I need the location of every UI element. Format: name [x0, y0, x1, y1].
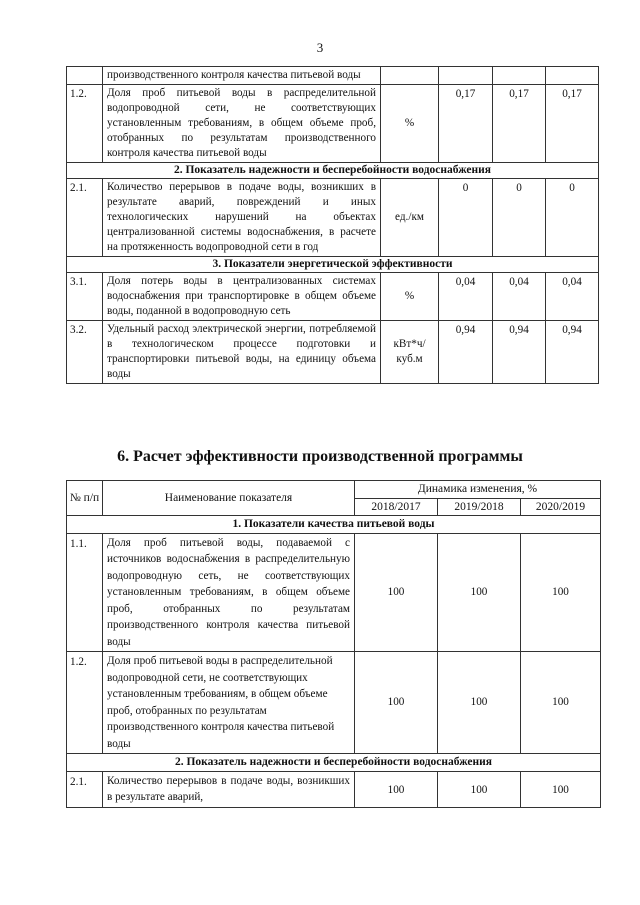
value-cell: 0,17 — [546, 85, 599, 163]
section-heading: 3. Показатели энергетической эффективности — [67, 257, 599, 273]
unit-cell: % — [381, 85, 439, 163]
value-cell: 100 — [438, 652, 521, 754]
number-header: № п/п — [67, 481, 103, 516]
value-cell: 100 — [521, 533, 601, 652]
row-number-cell: 1.2. — [67, 652, 103, 754]
value-cell: 0,04 — [546, 273, 599, 321]
indicator-name-cell: Доля проб питьевой воды в распределительной водопроводной сети, не соответствующих установленным требованиям, в общем объеме проб, отобранных по результатам производственного контроля качества питьевой воды — [103, 652, 355, 754]
value-cell: 0,04 — [493, 273, 546, 321]
indicator-name-cell: Доля проб питьевой воды в распределительной водопроводной сети, не соответствующих установленным требованиям, в общем объеме проб, отобранных по результатам производственного контроля качества питьевой воды — [103, 85, 381, 163]
dynamics-header: Динамика изменения, % — [355, 481, 601, 499]
value-cell — [493, 67, 546, 85]
value-cell: 100 — [355, 652, 438, 754]
value-cell: 100 — [355, 533, 438, 652]
row-number-cell — [67, 67, 103, 85]
table-row — [67, 652, 601, 754]
section-title: 6. Расчет эффективности производственной программы — [117, 448, 523, 465]
row-number-cell: 3.2. — [67, 321, 103, 384]
row-number-cell: 2.1. — [67, 771, 103, 807]
table-row — [67, 67, 599, 85]
indicator-name-cell: производственного контроля качества питьевой воды — [103, 67, 381, 85]
section-heading: 1. Показатели качества питьевой воды — [67, 516, 601, 534]
value-cell: 0,17 — [493, 85, 546, 163]
section-heading-row — [67, 754, 601, 772]
indicator-name-cell: Количество перерывов в подаче воды, возникших в результате аварий, повреждений и иных технологических нарушений на объектах централизованной системы водоснабжения, в расчете на протяженность водопроводной сети в год — [103, 179, 381, 257]
period-header: 2018/2017 — [355, 498, 438, 516]
row-number-cell: 1.1. — [67, 533, 103, 652]
row-number-cell: 3.1. — [67, 273, 103, 321]
unit-cell: кВт*ч/ куб.м — [381, 321, 439, 384]
unit-cell: ед./км — [381, 179, 439, 257]
row-number-cell: 1.2. — [67, 85, 103, 163]
page-number: 3 — [316, 40, 324, 55]
indicator-name-cell: Количество перерывов в подаче воды, возникших в результате аварий, — [103, 771, 355, 807]
unit-cell — [381, 67, 439, 85]
table-row — [67, 179, 599, 257]
period-header: 2020/2019 — [521, 498, 601, 516]
unit-cell: % — [381, 273, 439, 321]
section-heading-row — [67, 163, 599, 179]
section-heading-row — [67, 516, 601, 534]
value-cell: 0,94 — [439, 321, 493, 384]
table-row — [67, 321, 599, 384]
row-number-cell: 2.1. — [67, 179, 103, 257]
value-cell: 0 — [546, 179, 599, 257]
header-row — [67, 481, 601, 499]
value-cell: 100 — [521, 652, 601, 754]
indicator-name-cell: Доля проб питьевой воды, подаваемой с источников водоснабжения в распределительную водопроводную сеть, не соответствующих установленным требованиям, в общем объеме проб, отобранных по результатам производственного контроля качества питьевой воды — [103, 533, 355, 652]
value-cell: 100 — [355, 771, 438, 807]
value-cell: 100 — [438, 771, 521, 807]
section-heading: 2. Показатель надежности и бесперебойности водоснабжения — [67, 754, 601, 772]
value-cell: 0 — [493, 179, 546, 257]
value-cell: 0,94 — [493, 321, 546, 384]
indicator-name-cell: Доля потерь воды в централизованных системах водоснабжения при транспортировке в общем объеме воды, поданной в водопроводную сеть — [103, 273, 381, 321]
value-cell: 0 — [439, 179, 493, 257]
indicator-name-cell: Удельный расход электрической энергии, потребляемой в технологическом процессе подготовки и транспортировки питьевой воды, на единицу объема воды — [103, 321, 381, 384]
value-cell: 0,94 — [546, 321, 599, 384]
section-heading: 2. Показатель надежности и бесперебойности водоснабжения — [67, 163, 599, 179]
value-cell — [546, 67, 599, 85]
table-row — [67, 273, 599, 321]
table-row — [67, 85, 599, 163]
value-cell: 0,17 — [439, 85, 493, 163]
period-header: 2019/2018 — [438, 498, 521, 516]
value-cell: 0,04 — [439, 273, 493, 321]
section-heading-row — [67, 257, 599, 273]
indicators-table — [66, 66, 599, 384]
table-row — [67, 533, 601, 652]
value-cell: 100 — [521, 771, 601, 807]
efficiency-table — [66, 480, 601, 808]
value-cell: 100 — [438, 533, 521, 652]
name-header: Наименование показателя — [103, 481, 355, 516]
value-cell — [439, 67, 493, 85]
table-row — [67, 771, 601, 807]
